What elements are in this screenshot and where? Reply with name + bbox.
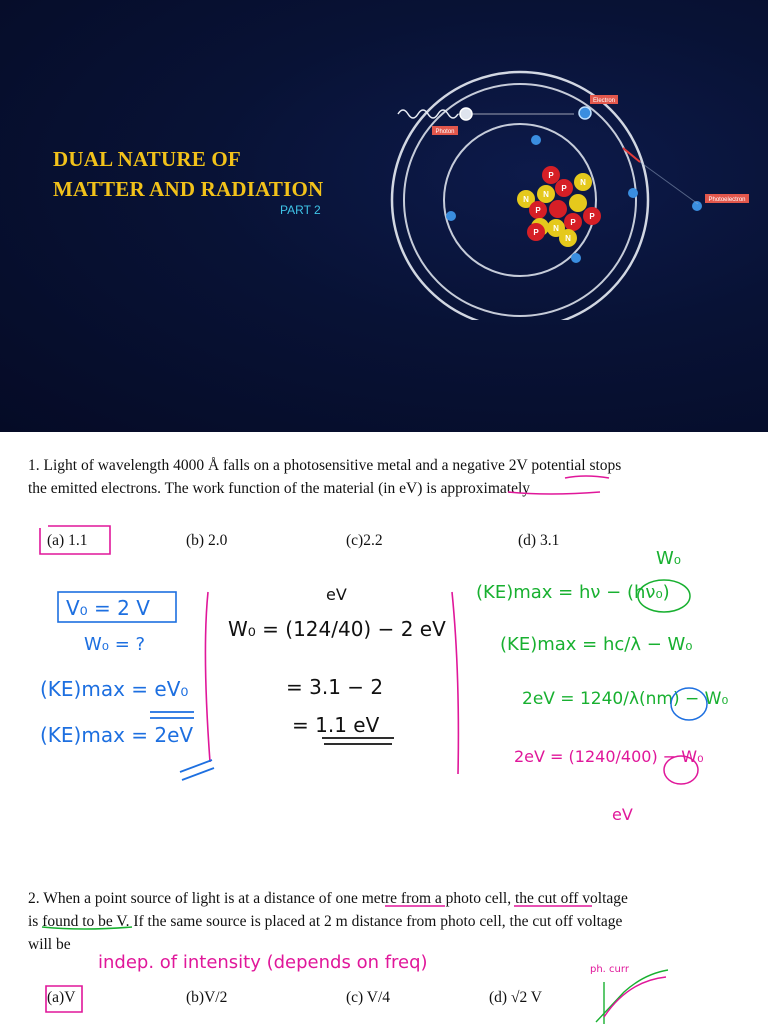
green-eq1: (KE)max = hν − (hν₀) [476,582,670,603]
q1-option-c: (c)2.2 [346,532,383,549]
q2-option-a: (a)V [47,989,76,1006]
svg-text:P: P [548,171,554,180]
mini-graph-curve [604,977,666,1017]
green-eq3: 2eV = 1240/λ(nm) − W₀ [522,689,729,709]
pink-small-label: ph. curr [590,964,629,975]
green-eq4: 2eV = (1240/400) − W₀ [514,747,704,766]
question-2 [28,887,728,956]
electron [531,135,541,145]
blue-w0: W₀ = ? [84,634,146,655]
question-2-number: 2. [28,890,40,907]
pink-ev: eV [612,805,633,824]
slide-subtitle: PART 2 [280,203,321,217]
mini-graph [596,970,668,1024]
green-circle-hv0 [638,580,690,612]
q2-option-b: (b)V/2 [186,989,228,1006]
blue-circle-w0 [671,688,707,720]
atom-illustration [380,70,768,320]
electron [446,211,456,221]
q1-option-b: (b) 2.0 [186,532,228,549]
black-double-underline [322,738,394,744]
divider-left [205,592,210,762]
photoelectron [692,201,702,211]
svg-text:P: P [570,218,576,227]
title-slide [0,0,768,432]
photon-dot [460,108,472,120]
green-eq2: (KE)max = hc/λ − W₀ [500,634,693,655]
svg-text:N: N [543,190,549,199]
photoelectron-label: Photoelectron [708,197,746,203]
worksheet [0,432,768,1024]
black-w0-eq: W₀ = (124/40) − 2 eV [228,617,446,641]
question-1-number: 1. [28,457,40,474]
question-1-line2: the emitted electrons. The work function of the material (in eV) is approximately [28,480,531,497]
question-2-line3: will be [28,936,71,953]
blue-ke1: (KE)max = eV₀ [40,677,189,701]
svg-text:P: P [533,228,539,237]
electron [628,188,638,198]
blue-v0: V₀ = 2 V [66,596,150,620]
question-1 [28,454,728,500]
slide-title-line1: DUAL NATURE OF [53,147,241,171]
green-w0: W₀ [656,548,682,569]
q2-option-d: (d) √2 V [489,989,542,1006]
q1-option-a: (a) 1.1 [47,532,88,549]
q2-option-c: (c) V/4 [346,989,391,1006]
blue-ke2: (KE)max = 2eV [40,723,194,747]
svg-text:N: N [565,234,571,243]
question-1-line1: 1. Light of wavelength 4000 Å falls on a photosensitive metal and a negative 2V potential stops [28,457,622,474]
slide-title-line2: MATTER AND RADIATION [53,177,324,201]
electron [571,253,581,263]
divider-right [452,592,458,774]
v0-box [58,592,176,622]
pink-circle-w0 [664,756,698,784]
black-ev: eV [326,585,347,604]
photon-label: Photon [435,129,455,135]
svg-text:P: P [589,212,595,221]
blue-double-underline [150,712,194,718]
svg-text:N: N [553,224,559,233]
black-result: = 1.1 eV [292,713,380,737]
black-step2: = 3.1 − 2 [286,675,384,699]
electron-hit [579,107,591,119]
svg-text:N: N [580,178,586,187]
electron-label: Electron [592,98,616,104]
svg-text:P: P [535,206,541,215]
svg-text:N: N [523,195,529,204]
slide-title [53,144,373,204]
q1-option-d: (d) 3.1 [518,532,560,549]
svg-text:P: P [561,184,567,193]
question-2-line2: is found to be V. If the same source is placed at 2 m distance from photo cell, the cut off voltage [28,913,623,930]
question-2-line1: 2. When a point source of light is at a distance of one metre from a photo cell, the cut off voltage [28,890,628,907]
blue-final-mark [180,760,214,780]
pink-note: indep. of intensity (depends on freq) [98,952,428,973]
